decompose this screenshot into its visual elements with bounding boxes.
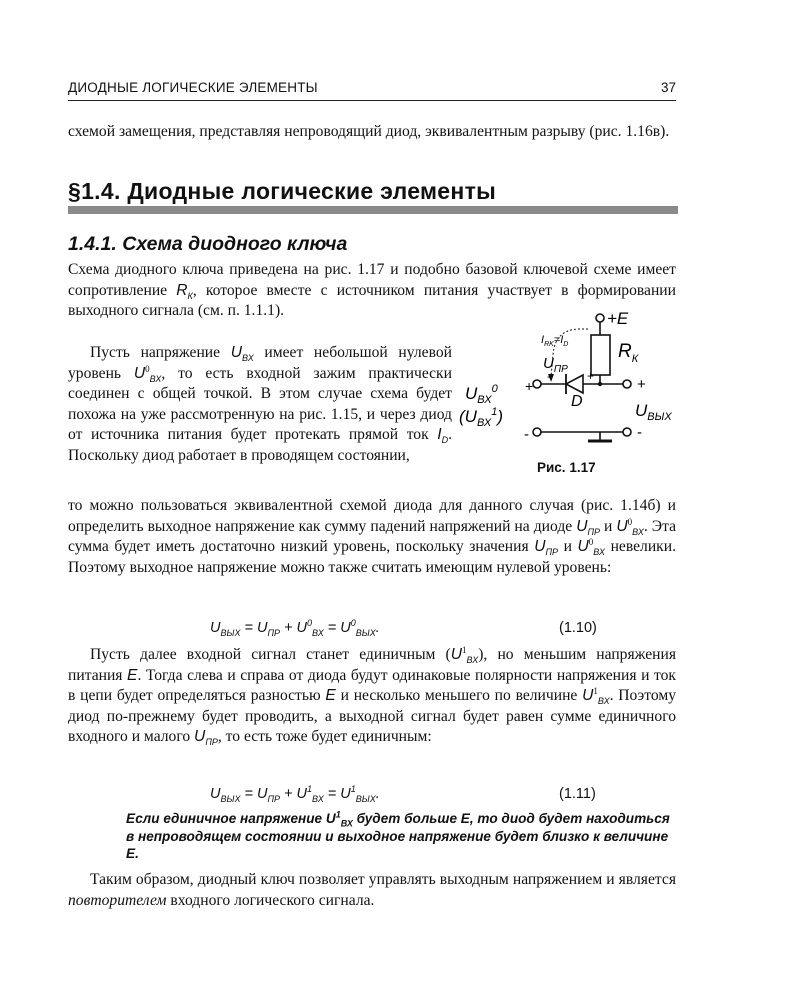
output-minus: -	[637, 424, 642, 441]
equation-1-11: $U_{ВЫХ} = U_{ПР} + U^1_{ВХ} = U^1_{ВЫХ}$.	[210, 784, 380, 804]
output-terminal	[623, 380, 631, 388]
equation-number-1-10: (1.10)	[559, 620, 597, 636]
diode-symbol	[566, 375, 583, 393]
supply-terminal	[596, 314, 604, 322]
section-title: §1.4. Диодные логические элементы	[68, 178, 497, 204]
paragraph-1: Схема диодного ключа приведена на рис. 1.17 и подобно базовой ключевой схеме имеет сопротивление $R_К$, которое вместе с источником питания участвует в формировании выходного сигнала (см. п. 1.1.1).	[68, 261, 676, 319]
figure-diode-key-circuit	[455, 305, 685, 485]
running-header-title: ДИОДНЫЕ ЛОГИЧЕСКИЕ ЭЛЕМЕНТЫ	[68, 80, 318, 95]
diode-label: D	[571, 393, 583, 410]
uvx1-label: $(U_{ВХ}^1)$	[459, 406, 504, 429]
output-ground-terminal	[623, 428, 631, 436]
input-terminal	[533, 380, 541, 388]
output-plus: +	[637, 376, 646, 393]
upr-label: $U_{ПР}$	[543, 355, 568, 375]
running-header	[68, 78, 676, 101]
diode-plus: +	[587, 369, 595, 383]
emphasis-term: повторителем	[68, 891, 167, 909]
paragraph-5: Таким образом, диодный ключ позволяет управлять выходным напряжением и является повторителем входного логического сигнала.	[68, 871, 676, 909]
input-ground-terminal	[533, 428, 541, 436]
equation-number-1-11: (1.11)	[559, 786, 596, 802]
input-plus: +	[525, 378, 534, 394]
supply-label: +E	[607, 309, 629, 328]
figure-caption: Рис. 1.17	[537, 460, 596, 475]
paragraph-4: Пусть далее входной сигнал станет единичным $(U^1_{ВХ})$, но меньшим напряжения питания E. Тогда слева и справа от диода будут одинаковые полярности напряжения и ток в цепи будет определяться разностью E и несколько меньшего по величине $U^1_{ВХ}$. Поэтому диод по-прежнему будет проводить, а выходной сигнал будет равен сумме единичного входного и малого $U_{ПР}$, то есть тоже будет единичным:	[68, 644, 677, 748]
note-block: Если единичное напряжение $U^1_{ВХ}$ будет больше E, то диод будет находиться в непроводящем состоянии и выходное напряжение будет близко к величине E.	[126, 809, 670, 861]
equation-1-10: $U_{ВЫХ} = U_{ПР} + U^0_{ВХ} = U^0_{ВЫХ}$.	[210, 618, 380, 638]
uvx0-label: $U_{ВХ}^0$	[465, 383, 498, 406]
paragraph-3: то можно пользоваться эквивалентной схемой диода для данного случая (рис. 1.14б) и определить выходное напряжение как сумму падений напряжений на диоде $U_{ПР}$ и $U^0_{ВХ}$. Эта сумма будет иметь достаточно низкий уровень, поскольку значения $U_{ПР}$ и $U^0_{ВХ}$ невелики. Поэтому выходное напряжение можно также считать имеющим нулевой уровень:	[68, 497, 676, 576]
current-label: $I_{RK}=I_D$	[541, 334, 569, 348]
paragraph-2: Пусть напряжение $U_{ВХ}$ имеет небольшой нулевой уровень $U^0_{ВХ}$, то есть входной зажим практически соединен с общей точкой. В этом случае схема будет похожа на уже рассмотренную на рис. 1.15, и через диод от источника питания будет протекать прямой ток $I_D$. Поскольку диод работает в проводящем состоянии,	[68, 344, 452, 464]
diode-minus: -	[547, 369, 551, 383]
intro-paragraph: схемой замещения, представляя непроводящий диод, эквивалентным разрыву (рис. 1.16в).	[68, 123, 670, 140]
section-rule	[68, 206, 678, 214]
circuit-diagram	[455, 305, 685, 465]
rk-label: $R_К$	[618, 341, 639, 365]
page-number: 37	[660, 80, 676, 95]
uvyx-label: $U_{ВЫХ}$	[635, 401, 672, 423]
subsection-title: 1.4.1. Схема диодного ключа	[68, 233, 348, 255]
input-minus: -	[524, 426, 529, 443]
